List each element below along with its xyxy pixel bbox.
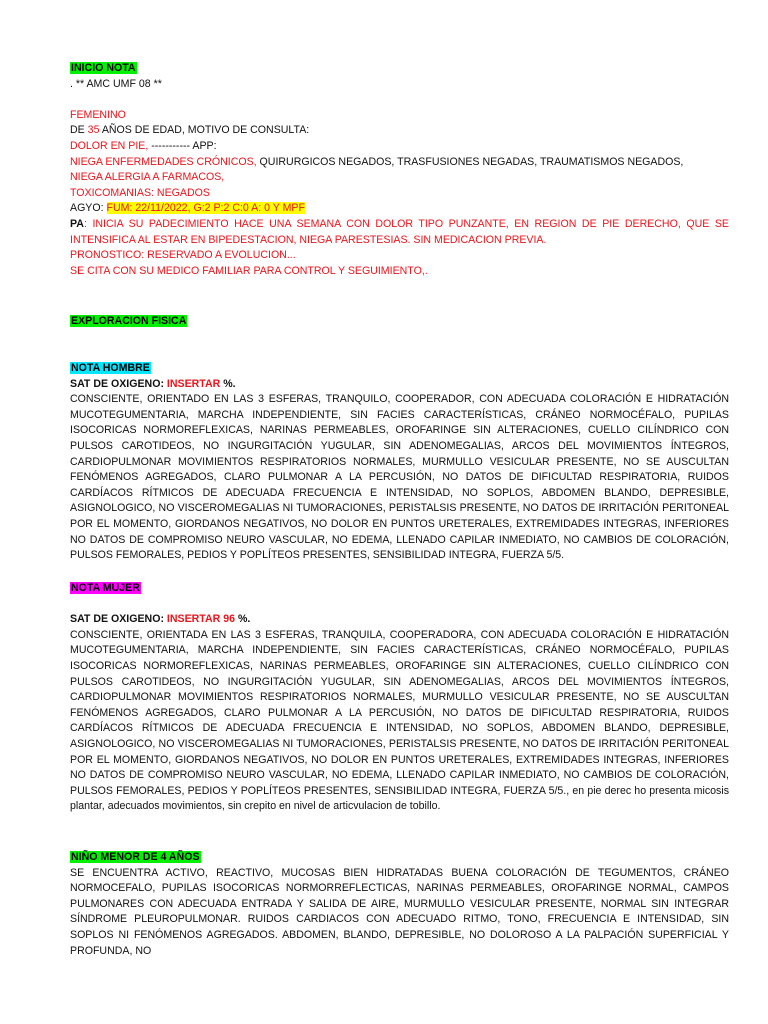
hombre-sat-value: INSERTAR xyxy=(166,377,221,390)
pa-text: : INICIA SU PADECIMIENTO HACE UNA SEMANA CON DOLOR TIPO PUNZANTE, EN REGION DE PIE DERECHO, QUE SE INTENSIFICA AL ESTAR EN BIPEDESTACION, NIEGA PARESTESIAS. SIN MEDICACION PREVIA. xyxy=(70,217,729,246)
nota-mujer-heading: NOTA MUJER xyxy=(71,582,140,594)
nino-heading: NIÑO MENOR DE 4 AÑOS xyxy=(71,851,200,863)
app-label: ----------- APP: xyxy=(148,139,217,152)
hombre-body: CONSCIENTE, ORIENTADO EN LAS 3 ESFERAS, TRANQUILO, COOPERADOR, CON ADECUADA COLORACIÓN E HIDRATACIÓN MUCOTEGUMENTARIA, MARCHA INDEPENDIENTE, SIN FACIES CARACTERÍSTICAS, CRÁNEO NORMOCÉFALO, PUPILAS ISOCORICAS NORMOREFLEXICAS, NARINAS PERMEABLES, OROFARINGE SIN ALTERACIONES, CUELLO CILÍNDRICO CON PULSOS CAROTIDEOS, NO INGURGITACIÓN YUGULAR, SIN ADENOMEGALIAS, ARCOS DEL MOVIMIENTOS ÍNTEGROS, CARDIOPULMONAR MOVIMIENTOS RESPIRATORIOS NORMALES, MURMULLO VESICULAR PRESENTE, NO SE AUSCULTAN FENÓMENOS AGREGADOS, CLARO PULMONAR A LA PERCUSIÓN, NO DATOS DE DIFICULTAD RESPIRATORIA, RUIDOS CARDÍACOS RÍTMICOS DE ADECUADA FRECUENCIA E INTENSIDAD, NO SOPLOS, ABDOMEN BLANDO, DEPRESIBLE, ASIGNOLOGICO, NO VISCEROMEGALIAS NI TUMORACIONES, PERISTALSIS PRESENTE, NO DATOS DE IRRITACIÓN PERITONEAL POR EL MOMENTO, GIORDANOS NEGATIVOS, NO DOLOR EN PUNTOS URETERALES, EXTREMIDADES INTEGRAS, INFERIORES NO DATOS DE COMPROMISO NEURO VASCULAR, NO EDEMA, LLENADO CAPILAR INMEDIATO, NO CAMBIOS DE COLORACIÓN, PULSOS FEMORALES, PEDIOS Y POPLÍTEOS PRESENTES, SENSIBILIDAD INTEGRA, FUERZA 5/5. xyxy=(70,393,729,562)
mujer-body: CONSCIENTE, ORIENTADA EN LAS 3 ESFERAS, TRANQUILA, COOPERADORA, CON ADECUADA COLORACIÓN E HIDRATACIÓN MUCOTEGUMENTARIA, MARCHA INDEPENDIENTE, SIN FACIES CARACTERÍSTICAS, CRÁNEO NORMOCÉFALO, PUPILAS ISOCORICAS NORMOREFLEXICAS, NARINAS PERMEABLES, OROFARINGE SIN ALTERACIONES, CUELLO CILÍNDRICO CON PULSOS CAROTIDEOS, NO INGURGITACIÓN YUGULAR, SIN ADENOMEGALIAS, ARCOS DEL MOVIMIENTOS ÍNTEGROS, CARDIOPULMONAR MOVIMIENTOS RESPIRATORIOS NORMALES, MURMULLO VESICULAR PRESENTE, NO SE AUSCULTAN FENÓMENOS AGREGADOS, CLARO PULMONAR A LA PERCUSIÓN, NO DATOS DE DIFICULTAD RESPIRATORIA, RUIDOS CARDÍACOS RÍTMICOS DE ADECUADA FRECUENCIA E INTENSIDAD, NO SOPLOS, ABDOMEN BLANDO, DEPRESIBLE, ASIGNOLOGICO, NO VISCEROMEGALIAS NI TUMORACIONES, PERISTALSIS PRESENTE, NO DATOS DE IRRITACIÓN PERITONEAL POR EL MOMENTO, GIORDANOS NEGATIVOS, NO DOLOR EN PUNTOS URETERALES, EXTREMIDADES INTEGRAS, INFERIORES NO DATOS DE COMPROMISO NEURO VASCULAR, NO EDEMA, LLENADO CAPILAR INMEDIATO, NO CAMBIOS DE COLORACIÓN, PULSOS FEMORALES, PEDIOS Y POPLÍTEOS PRESENTES, SENSIBILIDAD INTEGRA, FUERZA 5/5., en pie derec ho presenta micosis plantar, adecuados movimientos, sin crepito en nivel de articvulacion de tobillo. xyxy=(70,628,729,813)
inicio-nota-section xyxy=(70,61,729,279)
motivo-line xyxy=(70,139,729,155)
alergia-line: NIEGA ALERGIA A FARMACOS, xyxy=(70,171,225,184)
pa-label: PA xyxy=(70,217,84,230)
nino-section xyxy=(70,850,729,959)
agyo-value: FUM: 22/11/2022, G:2 P:2 C:0 A: 0 Y MPF xyxy=(106,202,305,215)
inicio-nota-heading: INICIO NOTA xyxy=(71,62,136,74)
exploracion-heading: EXPLORACION FISICA xyxy=(71,315,187,327)
nino-body: SE ENCUENTRA ACTIVO, REACTIVO, MUCOSAS BIEN HIDRATADAS BUENA COLORACIÓN DE TEGUMENTOS, CRÁNEO NORMOCEFALO, PUPILAS ISOCORICAS NORMORREFLECTICAS, NARINAS PERMEABLES, OROFARINGE NORMAL, CAMPOS PULMONARES CON ADECUADA ENTRADA Y SALIDA DE AIRE, MURMULLO VESICULAR PRESENTE, NORMAL SIN INTEGRAR SÍNDROME PLEUROPULMONAR. RUIDOS CARDIACOS CON ADECUADO RITMO, TONO, FRECUENCIA E INTENSIDAD, SIN SOPLOS NI FENÓMENOS AGREGADOS. ABDOMEN, BLANDO, DEPRESIBLE, NO DOLOROSO A LA PALPACIÓN SUPERFICIAL Y PROFUNDA, NO xyxy=(70,866,729,957)
hombre-sat-line xyxy=(70,377,729,393)
agyo-label: AGYO: xyxy=(70,202,107,215)
hombre-sat-label: SAT DE OXIGENO: xyxy=(70,377,167,390)
app-line xyxy=(70,155,729,171)
pronostico-line: PRONOSTICO: RESERVADO A EVOLUCION... xyxy=(70,249,296,262)
mujer-sat-value: INSERTAR 96 xyxy=(166,613,236,626)
quirurgicos-text: QUIRURGICOS NEGADOS, TRASFUSIONES NEGADAS, TRAUMATISMOS NEGADOS, xyxy=(256,155,684,168)
mujer-sat-label: SAT DE OXIGENO: xyxy=(70,613,167,626)
edad-line xyxy=(70,123,729,139)
mujer-sat-line xyxy=(70,612,729,628)
edad-pre: DE xyxy=(70,124,88,137)
mujer-sat-unit: %. xyxy=(235,613,251,626)
nota-mujer-section xyxy=(70,581,729,815)
agyo-line xyxy=(70,201,729,217)
amc-line: . ** AMC UMF 08 ** xyxy=(70,77,162,90)
hombre-sat-unit: %. xyxy=(220,377,236,390)
sexo-line: FEMENINO xyxy=(70,108,126,121)
edad-value: 35 xyxy=(87,124,100,137)
nota-hombre-section xyxy=(70,361,729,564)
cita-line: SE CITA CON SU MEDICO FAMILIAR PARA CONTROL Y SEGUIMIENTO,. xyxy=(70,264,428,277)
niega-enfermedades: NIEGA ENFERMEDADES CRÓNICOS, xyxy=(70,155,257,168)
nota-hombre-heading: NOTA HOMBRE xyxy=(71,362,150,374)
exploracion-section xyxy=(70,314,729,330)
toxicomanias-line: TOXICOMANIAS: NEGADOS xyxy=(70,186,210,199)
edad-post: AÑOS DE EDAD, MOTIVO DE CONSULTA: xyxy=(99,124,310,137)
motivo-value: DOLOR EN PIE, xyxy=(70,139,149,152)
pa-paragraph xyxy=(70,217,729,248)
